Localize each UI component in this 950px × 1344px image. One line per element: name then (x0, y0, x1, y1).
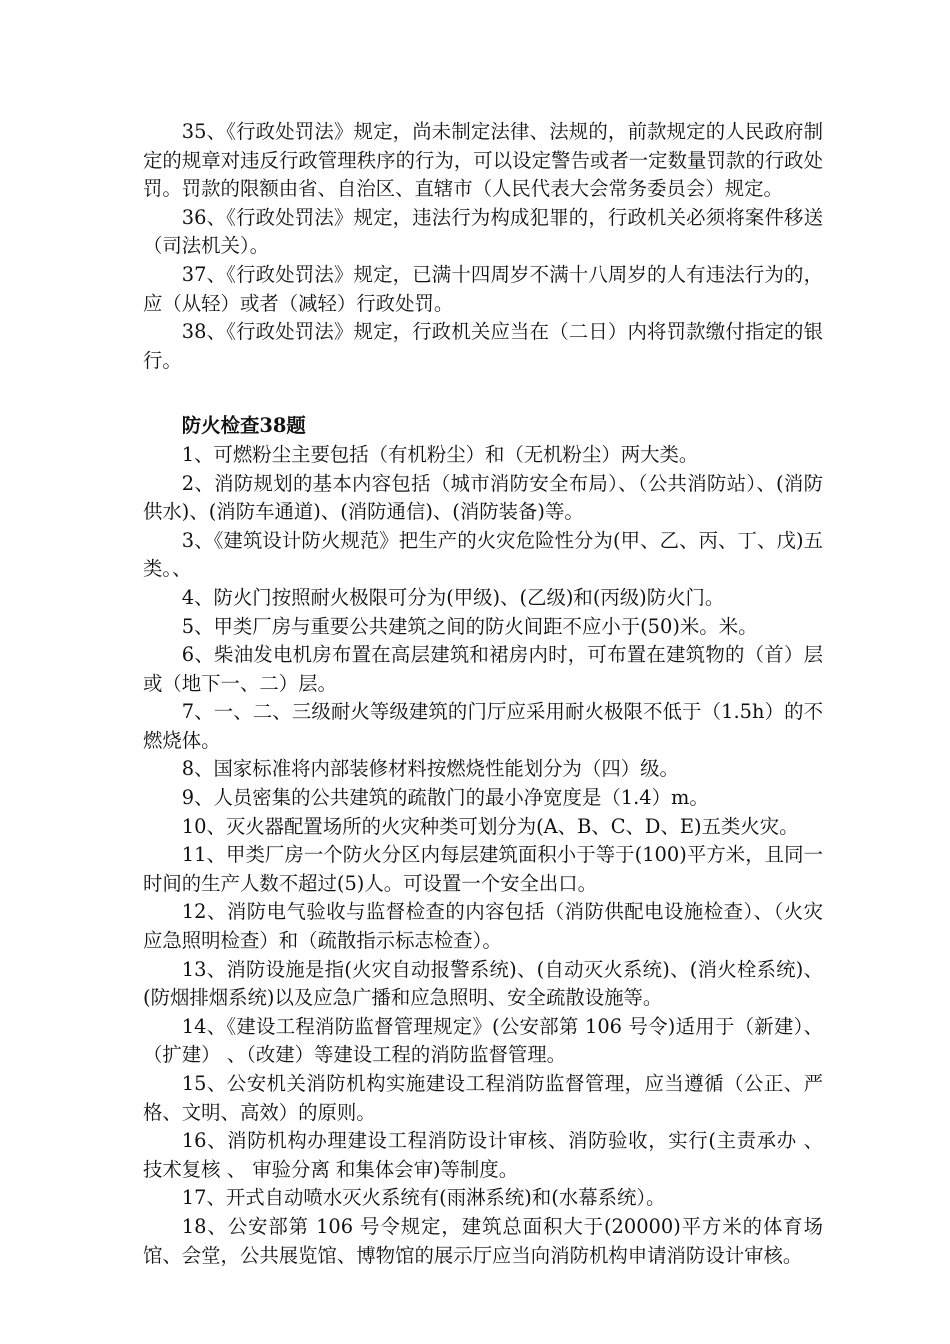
list-item: 10、灭火器配置场所的火灾种类可划分为(A、B、C、D、E)五类火灾。 (181, 814, 799, 838)
list-item: 17、开式自动喷水灭火系统有(雨淋系统)和(水幕系统）。 (181, 1186, 666, 1210)
section-title: 防火检查38题 (181, 414, 306, 438)
list-item: 7、一、二、三级耐火等级建筑的门厅应采用耐火极限不低于（1.5h）的不燃烧体。 (143, 700, 823, 752)
list-item: 37、《行政处罚法》规定，已满十四周岁不满十八周岁的人有违法行为的，应（从轻）或者（减轻）行政处罚。 (143, 262, 823, 315)
list-item: 3、《建筑设计防火规范》把生产的火灾危险性分为(甲、乙、丙、丁、戊)五类。、 (143, 528, 823, 581)
list-item: 35、《行政处罚法》规定，尚未制定法律、法规的，前款规定的人民政府制定的规章对违反行政管理秩序的行为，可以设定警告或者一定数量罚款的行政处罚。罚款的限额由省、自治区、直辖市（人民代表大会常务委员会）规定。 (143, 120, 823, 201)
list-item: 12、消防电气验收与监督检查的内容包括（消防供配电设施检查）、（火灾应急照明检查）和（疏散指示标志检查）。 (143, 900, 823, 953)
list-item: 38、《行政处罚法》规定，行政机关应当在（二日）内将罚款缴付指定的银行。 (143, 320, 823, 372)
list-item: 6、柴油发电机房布置在高层建筑和裙房内时，可布置在建筑物的（首）层或（地下一、二）层。 (143, 643, 823, 695)
list-item: 16、消防机构办理建设工程消防设计审核、消防验收，实行(主责承办 、 技术复核 、 审验分离 和集体会审)等制度。 (143, 1129, 823, 1181)
list-item: 14、《建设工程消防监督管理规定》(公安部第 106 号令)适用于（新建）、 （扩建） 、（改建）等建设工程的消防监督管理。 (143, 1014, 823, 1067)
list-item: 8、国家标准将内部装修材料按燃烧性能划分为（四）级。 (181, 757, 679, 781)
list-item: 5、甲类厂房与重要公共建筑之间的防火间距不应小于(50)米。米。 (181, 614, 758, 638)
list-item: 18、公安部第 106 号令规定，建筑总面积大于(20000)平方米的体育场馆、会堂，公共展览馆、博物馆的展示厅应当向消防机构申请消防设计审核。 (143, 1214, 823, 1267)
document-page (143, 118, 823, 1270)
list-item: 1、可燃粉尘主要包括（有机粉尘）和（无机粉尘）两大类。 (181, 442, 699, 466)
list-item: 15、公安机关消防机构实施建设工程消防监督管理，应当遵循（公正、严格、文明、高效）的原则。 (143, 1072, 823, 1124)
list-item: 13、消防设施是指(火灾自动报警系统)、(自动灭火系统)、(消火栓系统)、(防烟排烟系统)以及应急广播和应急照明、安全疏散设施等。 (143, 957, 824, 1010)
list-item: 36、《行政处罚法》规定，违法行为构成犯罪的，行政机关必须将案件移送（司法机关）。 (143, 205, 823, 258)
list-item: 2、消防规划的基本内容包括（城市消防安全布局）、（公共消防站）、(消防供水)、(消防车通道)、(消防通信)、(消防装备)等。 (143, 471, 823, 524)
list-item: 4、防火门按照耐火极限可分为(甲级)、(乙级)和(丙级)防火门。 (181, 585, 725, 609)
list-item: 9、人员密集的公共建筑的疏散门的最小净宽度是（1.4）m。 (181, 786, 709, 810)
list-item: 11、甲类厂房一个防火分区内每层建筑面积小于等于(100)平方米，且同一时间的生产人数不超过(5)人。可设置一个安全出口。 (143, 843, 823, 895)
